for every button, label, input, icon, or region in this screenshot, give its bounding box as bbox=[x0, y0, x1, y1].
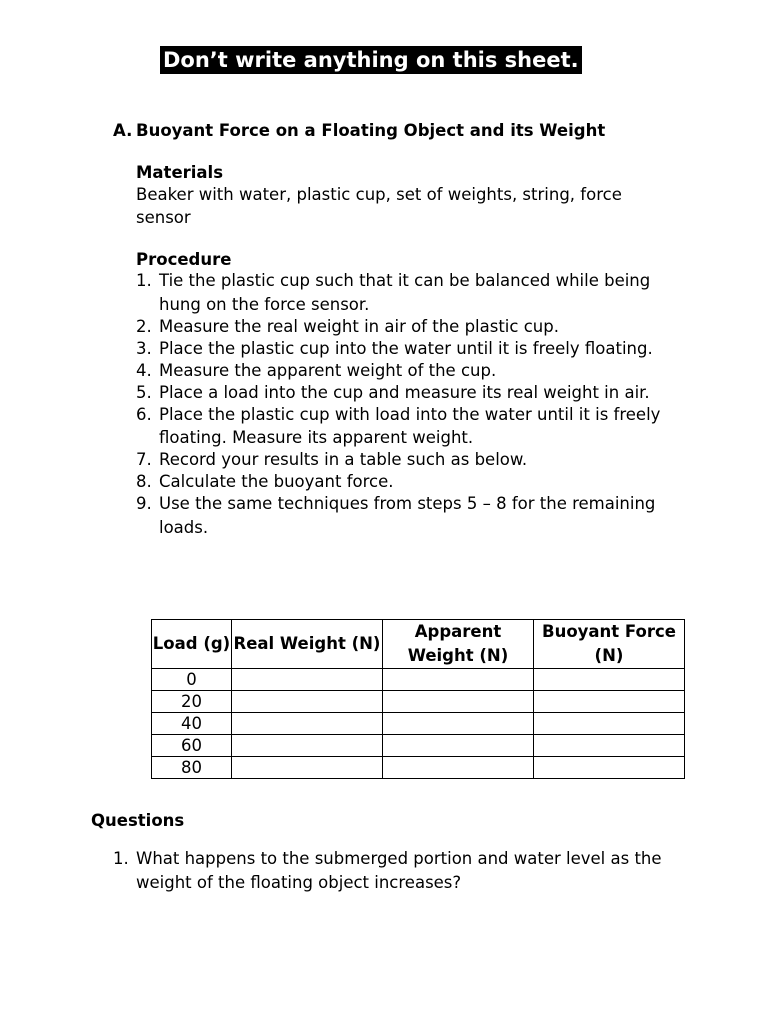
buoyant-force-cell bbox=[534, 669, 685, 691]
load-cell: 60 bbox=[152, 735, 232, 757]
apparent-weight-cell bbox=[383, 735, 534, 757]
procedure-heading: Procedure bbox=[136, 250, 232, 269]
header-apparent-weight: Apparent Weight (N) bbox=[383, 620, 534, 669]
procedure-step: 8. Calculate the buoyant force. bbox=[136, 472, 394, 491]
buoyant-force-cell bbox=[534, 691, 685, 713]
table-row bbox=[152, 735, 685, 757]
procedure-step: 1. Tie the plastic cup such that it can be balanced while being hung on the force sensor. bbox=[136, 271, 651, 314]
procedure-step: 6. Place the plastic cup with load into the water until it is freely floating. Measure its apparent weight. bbox=[136, 404, 661, 447]
table-header-row bbox=[152, 620, 685, 669]
real-weight-cell bbox=[232, 669, 383, 691]
table-row bbox=[152, 691, 685, 713]
load-cell: 40 bbox=[152, 713, 232, 735]
materials-heading: Materials bbox=[136, 163, 224, 182]
procedure-step: 7. Record your results in a table such as below. bbox=[136, 450, 528, 469]
table-row bbox=[152, 757, 685, 779]
header-real-weight: Real Weight (N) bbox=[232, 620, 383, 669]
real-weight-cell bbox=[232, 691, 383, 713]
real-weight-cell bbox=[232, 735, 383, 757]
buoyant-force-cell bbox=[534, 757, 685, 779]
apparent-weight-cell bbox=[383, 669, 534, 691]
section-title: Buoyant Force on a Floating Object and its Weight bbox=[136, 121, 606, 140]
procedure-step: 9. Use the same techniques from steps 5 – 8 for the remaining loads. bbox=[136, 494, 656, 537]
materials-text: Beaker with water, plastic cup, set of weights, string, force sensor bbox=[136, 185, 622, 227]
real-weight-cell bbox=[232, 713, 383, 735]
load-cell: 80 bbox=[152, 757, 232, 779]
load-cell: 0 bbox=[152, 669, 232, 691]
buoyant-force-cell bbox=[534, 735, 685, 757]
apparent-weight-cell bbox=[383, 691, 534, 713]
load-cell: 20 bbox=[152, 691, 232, 713]
question-item: 1. What happens to the submerged portion and water level as the weight of the floating object increases? bbox=[113, 849, 662, 892]
procedure-step: 5. Place a load into the cup and measure its real weight in air. bbox=[136, 382, 650, 402]
procedure-steps bbox=[136, 269, 676, 538]
warning-banner: Don’t write anything on this sheet. bbox=[160, 46, 582, 74]
header-load: Load (g) bbox=[152, 620, 232, 669]
procedure-step: 2. Measure the real weight in air of the plastic cup. bbox=[136, 316, 559, 336]
questions-heading: Questions bbox=[91, 811, 185, 830]
procedure-step: 3. Place the plastic cup into the water until it is freely floating. bbox=[136, 338, 653, 358]
procedure-step: 4. Measure the apparent weight of the cup. bbox=[136, 360, 497, 380]
questions-list bbox=[113, 847, 683, 895]
apparent-weight-cell bbox=[383, 757, 534, 779]
real-weight-cell bbox=[232, 757, 383, 779]
apparent-weight-cell bbox=[383, 713, 534, 735]
section-letter: A. bbox=[113, 121, 133, 140]
table-row bbox=[152, 713, 685, 735]
header-buoyant-force: Buoyant Force (N) bbox=[534, 620, 685, 669]
results-table bbox=[151, 619, 685, 779]
table-row bbox=[152, 669, 685, 691]
section-heading bbox=[113, 120, 605, 142]
buoyant-force-cell bbox=[534, 713, 685, 735]
